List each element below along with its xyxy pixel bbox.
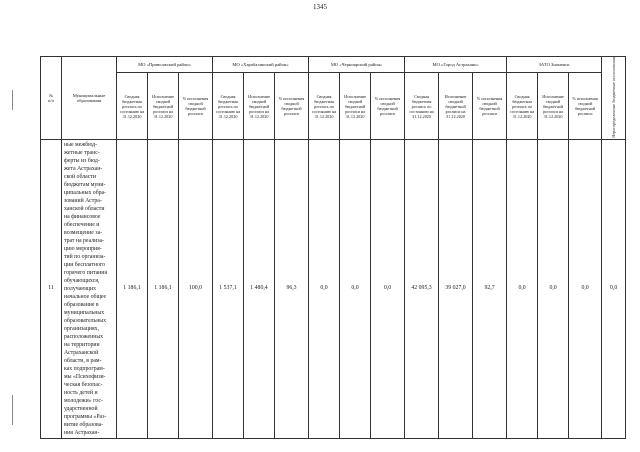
description-line: образовательных xyxy=(64,317,107,324)
value-cell: 1 186,1 xyxy=(117,139,148,438)
value-cell: 1 186,1 xyxy=(148,139,179,438)
description-line: муниципальных xyxy=(64,309,105,316)
description-line: ках подпрограм- xyxy=(64,365,105,372)
description-line: горячего питания xyxy=(64,269,108,276)
value-cell: 0,0 xyxy=(569,139,602,438)
margin-mark xyxy=(12,395,13,425)
subcol-header: % исполнения сводной бюджетной росписи xyxy=(371,73,405,139)
description-line: ные межбюд- xyxy=(64,141,98,148)
row-description xyxy=(62,139,117,438)
subcol-header: Исполнение сводной бюджетной росписи на 31.12.2020 xyxy=(244,73,275,139)
subcol-header: Исполнение сводной бюджетной росписи на 31.12.2020 xyxy=(439,73,473,139)
group-header: МО «Город Астрахань» xyxy=(405,57,507,73)
description-line: жетные транс- xyxy=(64,149,100,156)
col-unallocated-header: Нераспределенные бюджетные ассигнования xyxy=(602,57,626,140)
value-cell: 42 095,3 xyxy=(405,139,439,438)
description-line: ность детей и xyxy=(64,389,98,396)
description-line: обучающихся, xyxy=(64,277,100,284)
value-cell: 0,0 xyxy=(538,139,569,438)
description-line: мы «Психофизи- xyxy=(64,373,106,380)
subcol-header: % исполнения сводной бюджетной росписи xyxy=(569,73,602,139)
group-header: МО «Черноярский район» xyxy=(309,57,405,73)
value-cell: 1 480,4 xyxy=(244,139,275,438)
description-line: витие образова- xyxy=(64,421,104,428)
description-line: жета Астрахан- xyxy=(64,165,103,172)
description-line: Астраханской xyxy=(64,349,99,356)
description-line: на территории xyxy=(64,341,100,348)
description-line: молодежи» гос- xyxy=(64,397,103,404)
budget-table xyxy=(40,56,626,439)
description-line: возмещение за- xyxy=(64,229,103,236)
description-line: ния Астрахан- xyxy=(64,429,100,436)
description-line: ферты из бюд- xyxy=(64,157,100,164)
subcol-header: Сводная бюджетная роспись по состоянию на 31.12.2020 xyxy=(117,73,148,139)
row-number: 11 xyxy=(41,139,62,438)
description-line: образование в xyxy=(64,301,99,308)
group-header: МО «Приволжский район» xyxy=(117,57,213,73)
value-cell: 96,3 xyxy=(275,139,309,438)
subcol-header: % исполнения сводной бюджетной росписи xyxy=(179,73,213,139)
subcol-header: % исполнения сводной бюджетной росписи xyxy=(275,73,309,139)
description-line: получающих xyxy=(64,285,96,292)
description-line: бюджетам муни- xyxy=(64,181,106,188)
value-cell: 0,0 xyxy=(309,139,340,438)
value-cell: 0,0 xyxy=(602,139,626,438)
group-header: МО «Харабалинский район» xyxy=(213,57,309,73)
description-line: трат на реализа- xyxy=(64,237,104,244)
description-line: ципальных обра- xyxy=(64,189,107,196)
subcol-header: Сводная бюджетная роспись по состоянию на 31.12.2020 xyxy=(309,73,340,139)
table-row xyxy=(41,139,626,438)
description-line: тий по организа- xyxy=(64,253,106,260)
description-line: зований Астра- xyxy=(64,197,102,204)
subcol-header: % исполнения сводной бюджетной росписи xyxy=(473,73,507,139)
value-cell: 0,0 xyxy=(371,139,405,438)
subcol-header: Исполнение сводной бюджетной росписи на 31.12.2020 xyxy=(538,73,569,139)
description-line: организациях, xyxy=(64,325,100,332)
col-no-header: № п/п xyxy=(41,57,62,140)
description-line: ции бесплатного xyxy=(64,261,106,268)
description-line: ской области xyxy=(64,173,96,180)
subcol-header: Сводная бюджетная роспись по состоянию на 31.12.2020 xyxy=(405,73,439,139)
subcol-header: Исполнение сводной бюджетной росписи на 31.12.2020 xyxy=(340,73,371,139)
description-line: на финансовое xyxy=(64,213,101,220)
page-number: 1345 xyxy=(313,3,327,11)
value-cell: 100,0 xyxy=(179,139,213,438)
description-line: цию мероприя- xyxy=(64,245,102,252)
subcol-header: Исполнение сводной бюджетной росписи на 31.12.2020 xyxy=(148,73,179,139)
margin-mark xyxy=(12,90,13,110)
value-cell: 1 537,1 xyxy=(213,139,244,438)
subcol-header: Сводная бюджетная роспись по состоянию на 31.12.2020 xyxy=(213,73,244,139)
value-cell: 0,0 xyxy=(340,139,371,438)
description-line: начальное общее xyxy=(64,293,107,300)
description-line: области, в рам- xyxy=(64,357,102,364)
col-municipality-header: Муниципальные образования xyxy=(62,57,117,140)
description-line: расположенных xyxy=(64,333,104,340)
description-line: ческая безопас- xyxy=(64,381,103,388)
description-line: программы «Раз- xyxy=(64,413,107,420)
value-cell: 92,7 xyxy=(473,139,507,438)
description-line: обеспечение и xyxy=(64,221,100,228)
value-cell: 39 027,0 xyxy=(439,139,473,438)
description-line: ударственной xyxy=(64,405,98,412)
group-header: ЗАТО Знаменск xyxy=(507,57,602,73)
description-line: ханской области xyxy=(64,205,105,212)
value-cell: 0,0 xyxy=(507,139,538,438)
subcol-header: Сводная бюджетная роспись по состоянию на 31.12.2020 xyxy=(507,73,538,139)
